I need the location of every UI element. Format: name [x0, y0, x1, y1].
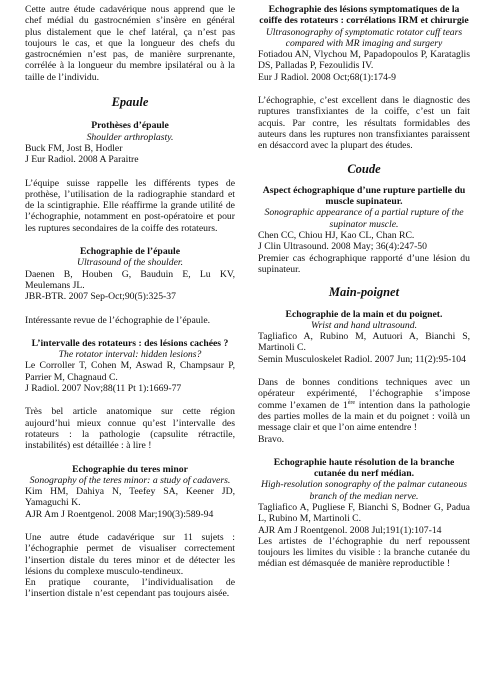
article-summary: L’équipe suisse rappelle les différents types de prothèse, l’utilisation de la radiographie standard et de la scintigraphie. Elle réaffirme la grande utilité de l’échographie, notamment en post-opératoire et pour les ruptures secondaires de la coiffe des rotateurs. [25, 177, 235, 234]
article-title: Echographie des lésions symptomatiques de la coiffe des rotateurs : corrélations IRM et chirurgie [259, 4, 469, 27]
article-summary-closing: Bravo. [258, 433, 285, 445]
article-authors: Kim HM, Dahiya N, Teefey SA, Keener JD, Yamaguchi K. [25, 486, 235, 509]
article-journal: J Radiol. 2007 Nov;88(11 Pt 1):1669-77 [25, 383, 182, 395]
article-summary: Les artistes de l’échographie du nerf repoussent toujours les limites du visible : la branche cutanée du médian est démasquée de manière reproductible ! [258, 535, 470, 570]
article-title: Echographie de la main et du poignet. [285, 308, 443, 320]
article-authors: Le Corroller T, Cohen M, Aswad R, Champsaur P, Parrier M, Chagnaud C. [25, 360, 235, 383]
article-summary: Très bel article anatomique sur cette région aujourd’hui mieux connue qu’est l’intervalle des rotateurs : la pathologie (capsulite rétractile, instabilités) est détaillée : à lire ! [25, 406, 235, 452]
article-journal: JBR-BTR. 2007 Sep-Oct;90(5):325-37 [25, 291, 176, 303]
article-authors: Tagliafico A, Pugliese F, Bianchi S, Bodner G, Padua L, Rubino M, Martinoli C. [258, 501, 470, 525]
article-title: Prothèses d’épaule [91, 120, 169, 132]
article-english-title: The rotator interval: hidden lesions? [58, 349, 202, 361]
ordinal-superscript: ère [347, 399, 356, 406]
article-summary [258, 377, 470, 433]
article-english-title: Ultrasonography of symptomatic rotator cuff tears compared with MR imaging and surgery [265, 26, 463, 49]
article-title: Aspect échographique d’une rupture partielle du muscle supinateur. [262, 184, 466, 208]
article-title: Echographie haute résolution de la branche cutanée du nerf médian. [273, 456, 455, 480]
article-summary: Une autre étude cadavérique sur 11 sujets : l’échographie permet de visualiser correctement l’insertion distale du teres minor et de détecter les lésions du complexe musculo-tendineux. [25, 531, 235, 577]
section-heading-coude: Coude [347, 161, 381, 176]
section-heading-epaule: Epaule [111, 95, 149, 110]
summary-text: intention dans la pathologie des parties molles de la main et du poignet : voilà un message clair et que l’on aime entendre ! [258, 399, 470, 434]
article-english-title: Shoulder arthroplasty. [86, 131, 174, 143]
article-journal: AJR Am J Roentgenol. 2008 Mar;190(3):589-94 [25, 508, 214, 520]
article-summary: Intéressante revue de l’échographie de l’épaule. [25, 314, 211, 326]
intro-paragraph: Cette autre étude cadavérique nous apprend que le chef médial du gastrocnémien s’insère en général plus distalement que le chef latéral, ça n’est pas toujours le cas, et que la longueur des chefs du gastrocnémien n’est pas, de manière surprenante, corrélée à la longueur du membre ipsilatéral ou à la taille de l’individu. [25, 4, 235, 83]
article-english-title: Sonographic appearance of a partial rupture of the supinator muscle. [264, 207, 464, 230]
article-authors: Daenen B, Houben G, Bauduin E, Lu KV, Meulemans JL. [25, 268, 235, 291]
article-journal: AJR Am J Roentgenol. 2008 Jul;191(1):107-14 [258, 524, 442, 536]
article-journal: J Clin Ultrasound. 2008 May; 36(4):247-50 [258, 241, 427, 253]
right-column [258, 4, 470, 570]
article-summary-continued: En pratique courante, l’individualisation de l’insertion distale n’est cependant pas toujours aisée. [25, 577, 235, 600]
article-english-title: Ultrasound of the shoulder. [76, 257, 184, 269]
section-heading-main-poignet: Main-poignet [328, 285, 400, 300]
article-summary: Premier cas échographique rapporté d’une lésion du supinateur. [258, 252, 470, 275]
article-journal: J Eur Radiol. 2008 A Paraitre [25, 154, 139, 166]
article-journal: Semin Musculoskelet Radiol. 2007 Jun; 11(2):95-104 [258, 353, 466, 365]
article-authors: Tagliafico A, Rubino M, Autuori A, Bianchi S, Martinoli C. [258, 331, 470, 354]
article-journal: Eur J Radiol. 2008 Oct;68(1):174-9 [258, 71, 397, 83]
article-authors: Chen CC, Chiou HJ, Kao CL, Chan RC. [258, 230, 415, 242]
summary-text: Dans de bonnes conditions techniques avec un opérateur expérimenté, l’échographie s’impose comme l’examen de 1 [258, 377, 470, 411]
article-authors: Buck FM, Jost B, Hodler [25, 142, 123, 154]
article-authors: Fotiadou AN, Vlychou M, Papadopoulos P, Karataglis DS, Palladas P, Fezoulidis IV. [258, 49, 470, 72]
article-english-title: Sonography of the teres minor: a study of cadavers. [29, 474, 231, 486]
article-title: Echographie de l’épaule [79, 246, 181, 258]
article-english-title: Wrist and hand ultrasound. [310, 319, 418, 331]
article-summary: L’échographie, c’est excellent dans le diagnostic des ruptures transfixiantes de la coiffe, c’est un fait acquis. Par contre, les résultats formidables des auteurs dans les ruptures non transfixiantes paraissent en désaccord avec la plupart des études. [258, 95, 470, 152]
left-column [25, 4, 235, 600]
article-english-title: High-resolution sonography of the palmar cutaneous branch of the median nerve. [260, 479, 468, 502]
article-title: Echographie du teres minor [72, 463, 188, 475]
article-title: L’intervalle des rotateurs : des lésions cachées ? [31, 337, 229, 349]
